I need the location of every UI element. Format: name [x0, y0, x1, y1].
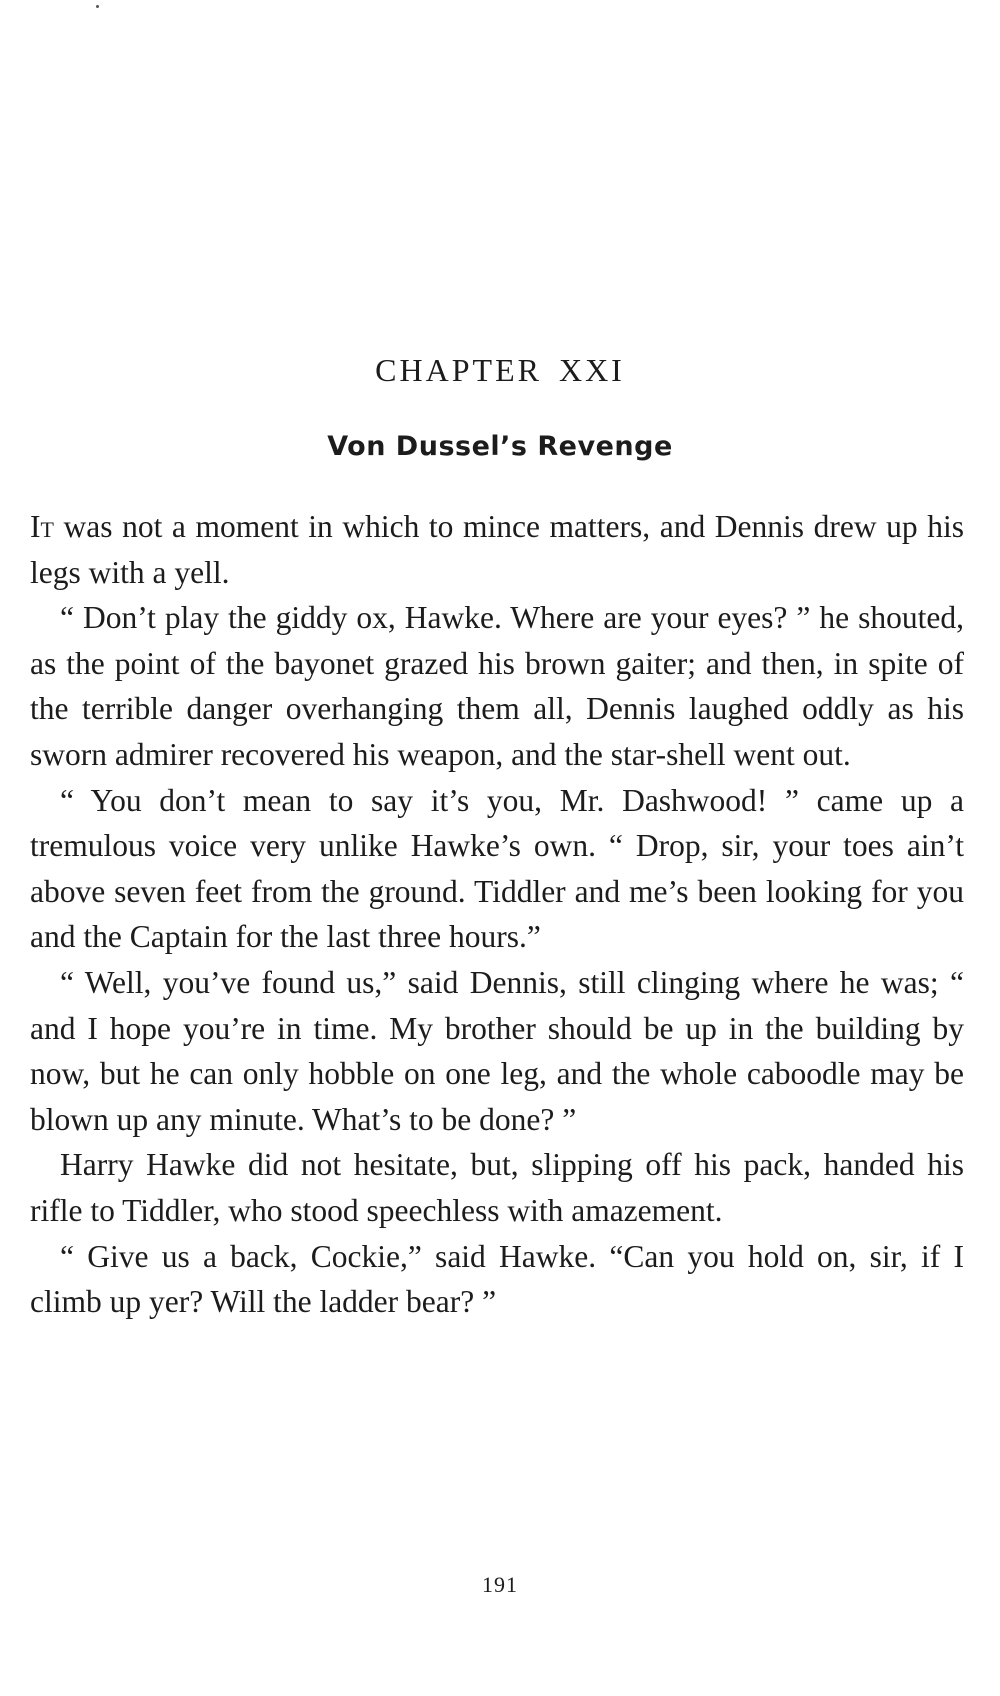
paragraph-6: “ Give us a back, Cockie,” said Hawke. “Can you hold on, sir, if I climb up yer? Will the ladder bear? ”	[30, 1238, 964, 1320]
paragraph-2: “ Don’t play the giddy ox, Hawke. Where are your eyes? ” he shouted, as the point of the bayonet grazed his brown gaiter; and then, in spite of the terrible danger overhanging them all, Dennis laughed oddly as his sworn admirer recovered his weapon, and the star-shell went out.	[30, 600, 964, 772]
paragraph-1	[30, 504, 964, 595]
print-speck	[96, 5, 99, 8]
chapter-heading: CHAPTER XXI	[375, 352, 625, 388]
drop-cap-word: It	[30, 509, 54, 544]
chapter-body	[30, 504, 964, 1325]
paragraph-4: “ Well, you’ve found us,” said Dennis, still clinging where he was; “ and I hope you’re in time. My brother should be up in the building by now, but he can only hobble on one leg, and the whole caboodle may be blown up any minute. What’s to be done? ”	[30, 964, 964, 1137]
page-number: 191	[482, 1572, 518, 1597]
paragraph-3: “ You don’t mean to say it’s you, Mr. Dashwood! ” came up a tremulous voice very unlike Hawke’s own. “ Drop, sir, your toes ain’t above seven feet from the ground. Tiddler and me’s been looking for you and the Captain for the last three hours.”	[30, 782, 964, 955]
paragraph-text: was not a moment in which to mince matters, and Dennis drew up his legs with a yell.	[30, 509, 964, 590]
chapter-title: Von Dussel’s Revenge	[327, 431, 673, 462]
paragraph-5: Harry Hawke did not hesitate, but, slipping off his pack, handed his rifle to Tiddler, who stood speechless with amazement.	[30, 1147, 964, 1228]
